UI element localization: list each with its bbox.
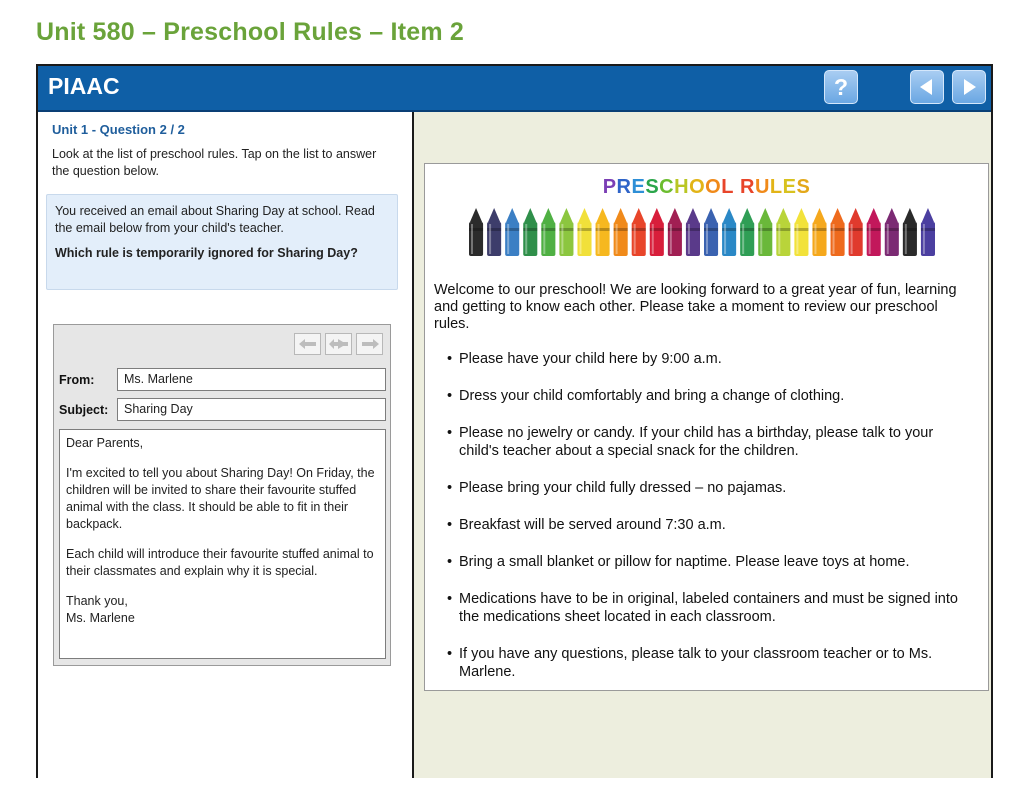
crayon xyxy=(577,208,591,256)
forward-button[interactable] xyxy=(952,70,986,104)
reply-all-arrow-icon xyxy=(329,339,349,349)
email-forward-button[interactable] xyxy=(356,333,383,355)
rule-text: • Please bring your child fully dressed – no pajamas. xyxy=(459,480,787,496)
email-paragraph-2: Each child will introduce their favourite stuffed animal to their classmates and explain why it is special. xyxy=(66,547,374,578)
question-text: Which rule is temporarily ignored for Sharing Day? xyxy=(55,246,358,260)
help-icon: ? xyxy=(833,73,849,100)
crayon xyxy=(469,208,483,256)
crayon xyxy=(541,208,555,256)
crayon xyxy=(867,208,881,256)
crayon xyxy=(614,208,628,256)
question-pane xyxy=(38,112,414,778)
rules-title-letter: E xyxy=(631,176,646,198)
rules-title-letter: C xyxy=(659,176,675,198)
crayon xyxy=(559,208,573,256)
from-field: Ms. Marlene xyxy=(117,368,386,391)
email-signature: Ms. Marlene xyxy=(66,611,135,625)
rules-title-letter: S xyxy=(645,176,660,198)
crayon xyxy=(523,208,537,256)
page-title: Unit 580 – Preschool Rules – Item 2 xyxy=(36,18,464,46)
rules-list[interactable] xyxy=(447,350,967,681)
rules-title xyxy=(425,176,988,199)
rule-text: • Please have your child here by 9:00 a.m. xyxy=(459,351,722,367)
email-reply-all-button[interactable] xyxy=(325,333,352,355)
subject-label: Subject: xyxy=(59,403,109,417)
rule-text: • If you have any questions, please talk to your classroom teacher or to Ms. Marlene. xyxy=(459,646,933,680)
crayon xyxy=(903,208,917,256)
crayon xyxy=(487,208,501,256)
rules-title-letter: H xyxy=(674,176,690,198)
preschool-rules-page xyxy=(424,163,989,691)
rule-item[interactable] xyxy=(447,350,967,368)
crayon xyxy=(686,208,700,256)
rule-text: • Medications have to be in original, labeled containers and must be signed into the medications sheet located in each classroom. xyxy=(459,591,958,625)
crayon xyxy=(596,208,610,256)
crayon xyxy=(668,208,682,256)
rule-item[interactable] xyxy=(447,590,967,626)
crayon xyxy=(632,208,646,256)
crayon xyxy=(921,208,935,256)
rule-item[interactable] xyxy=(447,387,967,405)
email-closing: Thank you, xyxy=(66,594,128,608)
help-button[interactable] xyxy=(824,70,858,104)
crayon xyxy=(722,208,736,256)
forward-arrow-icon xyxy=(361,339,379,349)
crayon xyxy=(885,208,899,256)
arrow-left-icon xyxy=(916,76,938,98)
crayon xyxy=(812,208,826,256)
back-button[interactable] xyxy=(910,70,944,104)
rule-text: • Bring a small blanket or pillow for naptime. Please leave toys at home. xyxy=(459,554,910,570)
crayons-banner xyxy=(467,208,937,258)
rules-title-letter: R xyxy=(739,176,755,198)
rule-item[interactable] xyxy=(447,553,967,571)
rules-title-letter: O xyxy=(689,176,706,198)
question-box xyxy=(46,194,398,290)
stimulus-pane xyxy=(414,112,991,778)
rule-text: • Please no jewelry or candy. If your child has a birthday, please talk to your child's teacher about a special snack for the children. xyxy=(459,425,934,459)
crayon xyxy=(740,208,754,256)
crayon xyxy=(650,208,664,256)
rules-title-letter: E xyxy=(782,176,797,198)
crayon xyxy=(849,208,863,256)
question-header: Unit 1 - Question 2 / 2 xyxy=(52,122,185,137)
rule-text: • Dress your child comfortably and bring a change of clothing. xyxy=(459,388,845,404)
rule-item[interactable] xyxy=(447,516,967,534)
rules-title-letter: P xyxy=(602,176,617,198)
arrow-right-icon xyxy=(958,76,980,98)
rules-title-letter: L xyxy=(769,176,783,198)
top-bar xyxy=(38,66,991,112)
email-viewer xyxy=(53,324,391,666)
rule-text: • Breakfast will be served around 7:30 a.m. xyxy=(459,517,726,533)
rules-title-letter: S xyxy=(796,176,811,198)
crayon xyxy=(831,208,845,256)
scenario-text: You received an email about Sharing Day at school. Read the email below from your child's teacher. xyxy=(55,204,375,235)
email-body xyxy=(59,429,386,659)
rule-item[interactable] xyxy=(447,424,967,460)
rules-title-letter: L xyxy=(721,176,734,198)
rules-title-letter: R xyxy=(616,176,632,198)
rules-title-letter: U xyxy=(754,176,770,198)
email-paragraph-1: I'm excited to tell you about Sharing Day! On Friday, the children will be invited to share their favourite stuffed animal with the class. It should be able to fit in their backpack. xyxy=(66,466,375,531)
rule-item[interactable] xyxy=(447,479,967,497)
crayon xyxy=(776,208,790,256)
brand-logo: PIAAC xyxy=(48,73,120,99)
crayon xyxy=(758,208,772,256)
instruction-text: Look at the list of preschool rules. Tap on the list to answer the question below. xyxy=(52,147,377,178)
piaac-window xyxy=(36,64,993,778)
crayon xyxy=(505,208,519,256)
reply-arrow-icon xyxy=(299,339,317,349)
crayon xyxy=(794,208,808,256)
rules-title-letter: O xyxy=(705,176,722,198)
rule-item[interactable] xyxy=(447,645,967,681)
email-greeting: Dear Parents, xyxy=(66,436,144,450)
crayon xyxy=(704,208,718,256)
email-reply-button[interactable] xyxy=(294,333,321,355)
welcome-text: Welcome to our preschool! We are looking forward to a great year of fun, learning and getting to know each other. Please take a moment to review our preschool rules. xyxy=(434,282,957,332)
from-label: From: xyxy=(59,373,95,387)
subject-field: Sharing Day xyxy=(117,398,386,421)
